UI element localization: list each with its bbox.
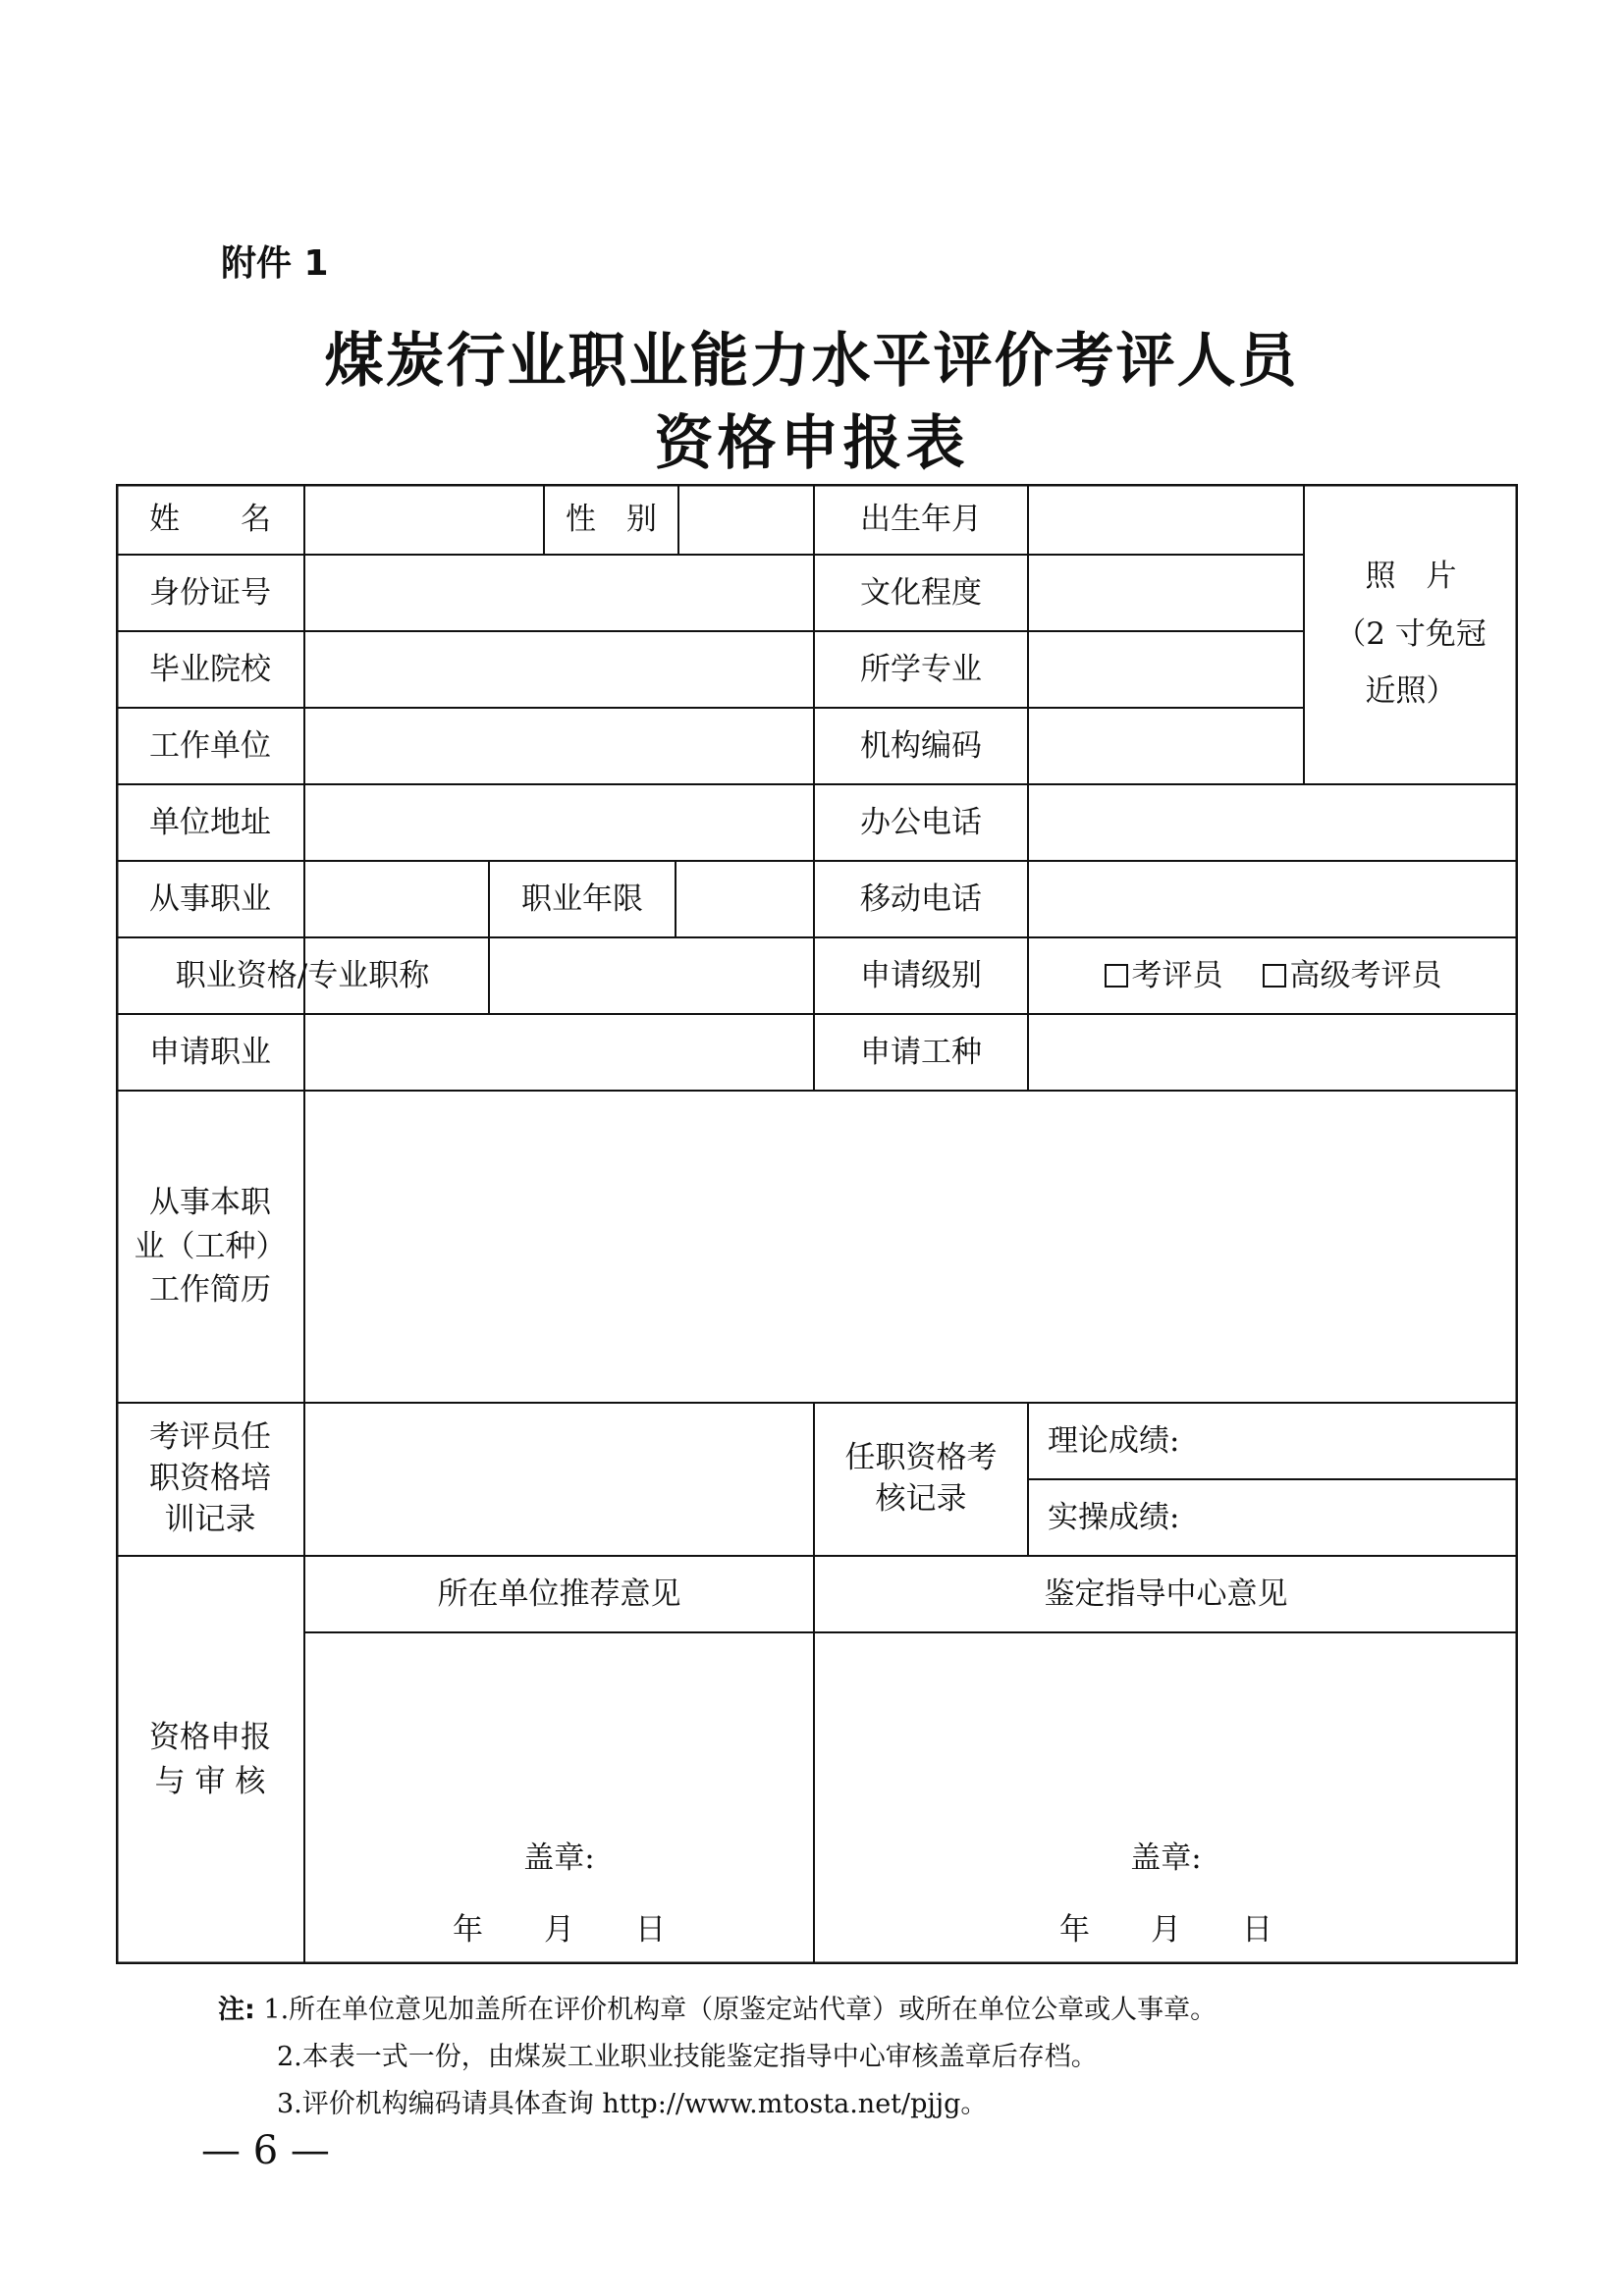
gender-label: 性 别 — [566, 501, 657, 537]
training-label-line1: 考评员任 — [149, 1419, 271, 1456]
training-label-line2: 职资格培 — [149, 1461, 271, 1497]
school-field[interactable] — [304, 631, 814, 708]
form-title-line1: 煤炭行业职业能力水平评价考评人员 — [324, 327, 1299, 396]
apply-trade-label: 申请工种 — [860, 1034, 982, 1070]
id-number-field[interactable] — [304, 555, 814, 631]
resume-label-line3: 工作简历 — [149, 1272, 271, 1308]
resume-label — [116, 1091, 304, 1403]
form-title-line2: 资格申报表 — [654, 409, 969, 478]
office-phone-label: 办公电话 — [860, 804, 982, 840]
attachment-label: 附件 1 — [221, 243, 329, 284]
note-line-3: 3.评价机构编码请具体查询 http://www.mtosta.net/pjjg。 — [277, 2089, 988, 2119]
level-option-senior-label: 高级考评员 — [1289, 957, 1442, 993]
years-label: 职业年限 — [521, 881, 643, 917]
practice-score-label: 实操成绩: — [1048, 1499, 1180, 1535]
theory-score-label: 理论成绩: — [1048, 1422, 1180, 1459]
training-field[interactable] — [304, 1403, 814, 1556]
qualification-label: 职业资格/专业职称 — [175, 957, 430, 993]
training-label — [116, 1403, 304, 1556]
notes-lead: 注: — [218, 1995, 255, 2025]
checkbox-icon — [1263, 964, 1286, 988]
unit-seal-label: 盖章: — [523, 1841, 595, 1877]
unit-date-label: 年 月 日 — [453, 1912, 666, 1949]
resume-label-line2: 业（工种） — [134, 1228, 287, 1264]
name-label: 姓 名 — [149, 501, 271, 537]
birth-label: 出生年月 — [860, 501, 982, 537]
training-label-line3: 训记录 — [164, 1501, 256, 1537]
education-label: 文化程度 — [860, 574, 982, 611]
office-phone-field[interactable] — [1028, 784, 1518, 861]
address-field[interactable] — [304, 784, 814, 861]
review-label-line1: 资格申报 — [149, 1720, 271, 1756]
occupation-label: 从事职业 — [149, 881, 271, 917]
occupation-field[interactable] — [304, 861, 489, 937]
assessment-label-line2: 核记录 — [875, 1481, 967, 1517]
id-number-label: 身份证号 — [149, 574, 271, 611]
page-number: — 6 — — [201, 2128, 330, 2173]
form-notes — [218, 1987, 1217, 2128]
school-label: 毕业院校 — [149, 651, 271, 687]
employer-label: 工作单位 — [149, 727, 271, 764]
theory-score-field[interactable] — [1028, 1403, 1518, 1479]
review-label-line2: 与 审 核 — [154, 1764, 266, 1799]
birth-field[interactable] — [1028, 484, 1304, 555]
practice-score-field[interactable] — [1028, 1479, 1518, 1556]
unit-opinion-label: 所在单位推荐意见 — [437, 1575, 681, 1612]
level-options — [1028, 937, 1518, 1014]
checkbox-icon — [1105, 964, 1128, 988]
mobile-field[interactable] — [1028, 861, 1518, 937]
resume-field[interactable] — [304, 1091, 1518, 1403]
years-field[interactable] — [676, 861, 814, 937]
note-1-text: 1.所在单位意见加盖所在评价机构章（原鉴定站代章）或所在单位公章或人事章。 — [263, 1995, 1217, 2025]
resume-label-line1: 从事本职 — [149, 1184, 271, 1220]
unit-opinion-field[interactable] — [304, 1632, 814, 1964]
level-checkbox-senior-examiner[interactable] — [1263, 954, 1442, 998]
center-date-label: 年 月 日 — [1059, 1912, 1272, 1949]
qualification-field[interactable] — [489, 937, 814, 1014]
center-opinion-label: 鉴定指导中心意见 — [1044, 1575, 1288, 1612]
note-line-1 — [218, 1987, 1217, 2034]
level-option-examiner-label: 考评员 — [1131, 957, 1223, 993]
assessment-label-line1: 任职资格考 — [844, 1440, 998, 1476]
apply-trade-field[interactable] — [1028, 1014, 1518, 1091]
address-label: 单位地址 — [149, 804, 271, 840]
photo-label: 照 片 — [1365, 558, 1457, 594]
photo-size-note: （2 寸免冠 — [1335, 615, 1487, 652]
apply-occupation-label: 申请职业 — [149, 1034, 271, 1070]
review-label — [116, 1556, 304, 1964]
org-code-field[interactable] — [1028, 708, 1304, 784]
application-form — [116, 484, 1518, 1964]
photo-box[interactable] — [1304, 484, 1518, 784]
center-seal-label: 盖章: — [1130, 1841, 1202, 1877]
note-line-2: 2.本表一式一份，由煤炭工业职业技能鉴定指导中心审核盖章后存档。 — [277, 2042, 1098, 2072]
major-field[interactable] — [1028, 631, 1304, 708]
mobile-label: 移动电话 — [860, 881, 982, 917]
employer-field[interactable] — [304, 708, 814, 784]
name-field[interactable] — [304, 484, 544, 555]
gender-field[interactable] — [678, 484, 814, 555]
photo-type-note: 近照） — [1365, 673, 1457, 710]
major-label: 所学专业 — [860, 651, 982, 687]
education-field[interactable] — [1028, 555, 1304, 631]
level-label: 申请级别 — [860, 957, 982, 993]
level-checkbox-examiner[interactable] — [1105, 954, 1223, 998]
org-code-label: 机构编码 — [860, 727, 982, 764]
apply-occupation-field[interactable] — [304, 1014, 814, 1091]
center-opinion-field[interactable] — [814, 1632, 1518, 1964]
assessment-label — [814, 1403, 1028, 1556]
